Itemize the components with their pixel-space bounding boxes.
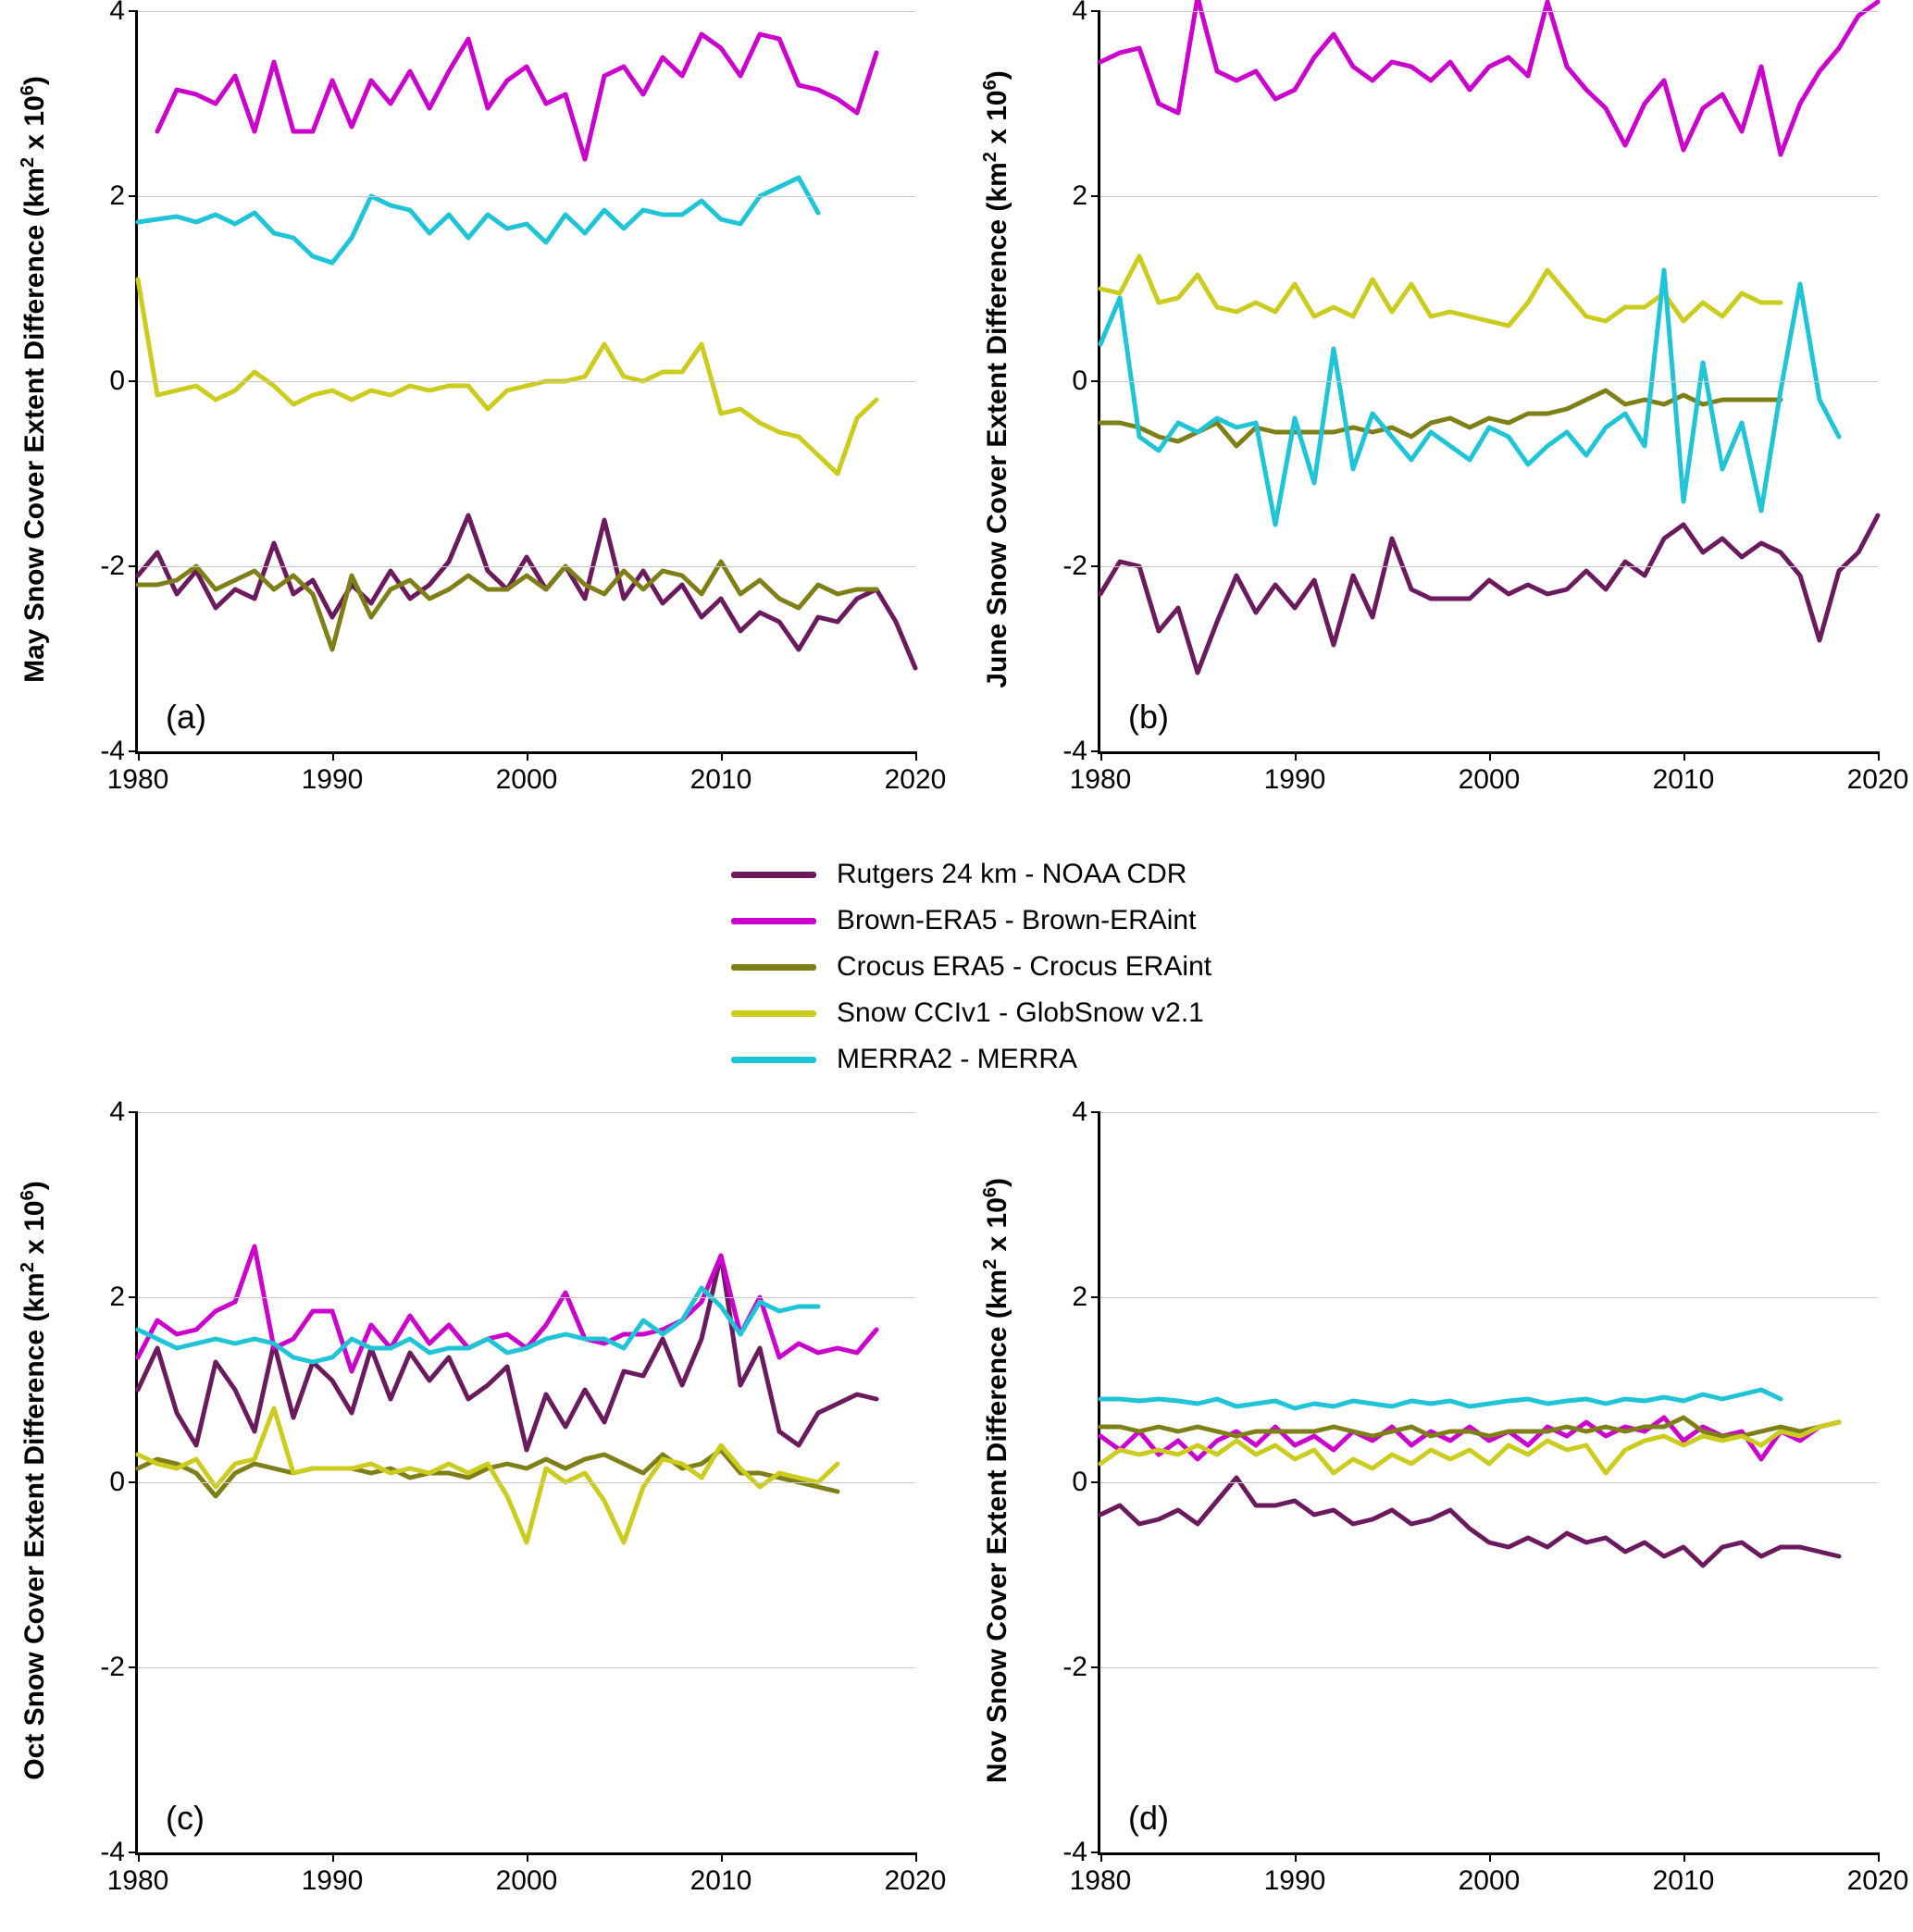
y-tick-label: 0 <box>109 365 125 396</box>
x-tick-label: 2010 <box>1652 764 1715 795</box>
y-tick-label: 0 <box>109 1467 125 1497</box>
x-tick-label: 2020 <box>884 1865 947 1896</box>
legend-label: Rutgers 24 km - NOAA CDR <box>837 859 1187 889</box>
x-tick-mark <box>1878 1852 1880 1862</box>
panel-b-ylabel: June Snow Cover Extent Difference ($km^2$ x $10^6$) <box>980 70 1012 688</box>
series-line <box>138 178 818 263</box>
x-tick-label: 2020 <box>1846 1865 1909 1896</box>
panel-a <box>0 0 947 833</box>
gridline <box>1100 1667 1878 1668</box>
y-tick-mark <box>129 1666 138 1668</box>
x-tick-mark <box>332 751 334 761</box>
y-tick-mark <box>129 380 138 382</box>
x-tick-mark <box>1878 751 1880 761</box>
x-tick-label: 1980 <box>1069 764 1132 795</box>
legend-item <box>731 898 1323 944</box>
x-tick-mark <box>1489 1852 1491 1862</box>
y-tick-label: 4 <box>109 0 125 26</box>
x-tick-mark <box>527 751 528 761</box>
legend-color-swatch <box>731 872 816 878</box>
panel-b-plot <box>1062 0 1909 795</box>
gridline <box>138 196 915 197</box>
x-tick-label: 2010 <box>689 1865 752 1896</box>
legend-item <box>731 944 1323 990</box>
y-tick-mark <box>1091 1481 1100 1483</box>
x-tick-label: 2000 <box>495 764 558 795</box>
y-tick-label: 2 <box>1072 180 1087 211</box>
gridline <box>138 11 915 12</box>
x-tick-mark <box>1683 751 1685 761</box>
panel-c-tag: (c) <box>166 1799 205 1837</box>
legend-color-swatch <box>731 1057 816 1063</box>
y-tick-mark <box>1091 10 1100 12</box>
x-tick-label: 2000 <box>495 1865 558 1896</box>
panel-c <box>0 1096 947 1932</box>
y-tick-label: 4 <box>1072 1096 1087 1127</box>
legend-item <box>731 1036 1323 1083</box>
series-line <box>1100 1478 1839 1566</box>
x-tick-mark <box>1100 1852 1102 1862</box>
x-tick-label: 1990 <box>301 1865 364 1896</box>
panel-c-ylabel: Oct Snow Cover Extent Difference ($km^2$ x $10^6$) <box>18 1181 50 1780</box>
panel-d-ylabel: Nov Snow Cover Extent Difference ($km^2$ x $10^6$) <box>980 1177 1012 1784</box>
legend-color-swatch <box>731 918 816 924</box>
gridline <box>1100 381 1878 382</box>
y-tick-label: 2 <box>1072 1282 1087 1312</box>
y-tick-label: 0 <box>1072 365 1087 396</box>
gridline <box>138 1297 915 1298</box>
series-line <box>138 1408 838 1542</box>
y-tick-mark <box>1091 380 1100 382</box>
y-tick-mark <box>129 1296 138 1298</box>
gridline <box>1100 11 1878 12</box>
y-tick-mark <box>1091 1296 1100 1298</box>
x-tick-mark <box>1683 1852 1685 1862</box>
y-tick-label: 2 <box>109 180 125 211</box>
series-line <box>138 515 915 668</box>
gridline <box>138 566 915 567</box>
y-tick-label: 0 <box>1072 1467 1087 1497</box>
series-line <box>1100 1390 1781 1408</box>
x-tick-mark <box>1295 751 1297 761</box>
x-tick-label: 2000 <box>1458 764 1521 795</box>
x-tick-mark <box>721 751 723 761</box>
y-tick-mark <box>129 750 138 752</box>
series-line <box>157 34 876 159</box>
x-tick-label: 1990 <box>1263 764 1326 795</box>
y-tick-mark <box>1091 1111 1100 1113</box>
x-tick-label: 2020 <box>884 764 947 795</box>
gridline <box>138 1482 915 1483</box>
y-tick-label: -4 <box>1062 1837 1087 1867</box>
x-tick-mark <box>138 1852 140 1862</box>
y-tick-mark <box>129 1111 138 1113</box>
gridline <box>1100 196 1878 197</box>
x-tick-label: 1990 <box>1263 1865 1326 1896</box>
legend-label: Snow CCIv1 - GlobSnow v2.1 <box>837 997 1204 1028</box>
series-line <box>138 562 876 650</box>
x-tick-label: 1980 <box>106 764 169 795</box>
series-line <box>1100 515 1878 673</box>
legend-color-swatch <box>731 1010 816 1017</box>
gridline <box>1100 1482 1878 1483</box>
x-tick-mark <box>527 1852 528 1862</box>
y-tick-label: -4 <box>1062 736 1087 766</box>
gridline <box>1100 1112 1878 1113</box>
series-line <box>1100 256 1781 326</box>
y-tick-label: 4 <box>109 1096 125 1127</box>
y-tick-label: -2 <box>100 1652 125 1682</box>
legend-label: Crocus ERA5 - Crocus ERAint <box>837 951 1212 982</box>
y-tick-mark <box>1091 1666 1100 1668</box>
x-tick-mark <box>915 1852 917 1862</box>
x-tick-mark <box>721 1852 723 1862</box>
series-line <box>138 1288 818 1362</box>
y-tick-label: -2 <box>100 551 125 581</box>
y-tick-mark <box>129 195 138 197</box>
y-tick-mark <box>129 1852 138 1853</box>
x-tick-label: 2010 <box>689 764 752 795</box>
series-line <box>1100 0 1878 155</box>
y-tick-label: 4 <box>1072 0 1087 26</box>
gridline <box>138 1112 915 1113</box>
x-tick-label: 1980 <box>106 1865 169 1896</box>
gridline <box>138 1667 915 1668</box>
y-tick-label: -4 <box>100 1837 125 1867</box>
y-tick-mark <box>1091 750 1100 752</box>
panel-a-ylabel: May Snow Cover Extent Difference ($km^2$ x $10^6$) <box>18 76 50 683</box>
y-tick-mark <box>129 565 138 567</box>
legend-label: MERRA2 - MERRA <box>837 1044 1078 1074</box>
panel-b-tag: (b) <box>1128 698 1169 736</box>
panel-d-tag: (d) <box>1128 1799 1169 1837</box>
x-tick-mark <box>1100 751 1102 761</box>
x-tick-label: 2020 <box>1846 764 1909 795</box>
legend-color-swatch <box>731 964 816 971</box>
x-tick-mark <box>1489 751 1491 761</box>
gridline <box>138 381 915 382</box>
y-tick-mark <box>1091 195 1100 197</box>
panel-d <box>963 1096 1909 1932</box>
panel-d-plot <box>1062 1096 1909 1896</box>
y-tick-mark <box>1091 565 1100 567</box>
legend-label: Brown-ERA5 - Brown-ERAint <box>837 905 1197 935</box>
gridline <box>1100 566 1878 567</box>
panel-b <box>963 0 1907 833</box>
x-tick-label: 2000 <box>1458 1865 1521 1896</box>
panel-a-tag: (a) <box>166 698 206 736</box>
panel-c-plot <box>100 1096 947 1896</box>
series-line <box>138 279 876 474</box>
x-tick-label: 2010 <box>1652 1865 1715 1896</box>
legend-item <box>731 851 1323 898</box>
y-tick-mark <box>1091 1852 1100 1853</box>
y-tick-mark <box>129 1481 138 1483</box>
y-tick-label: -2 <box>1062 551 1087 581</box>
x-tick-label: 1990 <box>301 764 364 795</box>
y-tick-label: -2 <box>1062 1652 1087 1682</box>
y-tick-label: -4 <box>100 736 125 766</box>
x-tick-mark <box>138 751 140 761</box>
x-tick-mark <box>1295 1852 1297 1862</box>
y-tick-mark <box>129 10 138 12</box>
gridline <box>1100 1297 1878 1298</box>
x-tick-mark <box>332 1852 334 1862</box>
x-tick-label: 1980 <box>1069 1865 1132 1896</box>
legend-item <box>731 990 1323 1036</box>
panel-a-plot <box>100 0 947 795</box>
y-tick-label: 2 <box>109 1282 125 1312</box>
legend <box>731 851 1323 1083</box>
x-tick-mark <box>915 751 917 761</box>
